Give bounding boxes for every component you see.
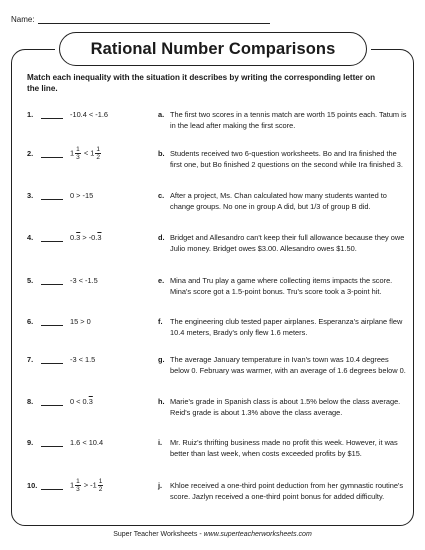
name-row — [11, 14, 270, 24]
scenario-letter: i. — [158, 438, 163, 447]
scenario-letter: d. — [158, 233, 165, 242]
scenario-text: The average January temperature in Ivan's town was 10.4 degrees below 0. February was warmer, with an average of 1.6 degrees below 0. — [170, 355, 406, 375]
answer-blank[interactable] — [41, 241, 63, 242]
answer-blank[interactable] — [41, 446, 63, 447]
answer-blank[interactable] — [41, 199, 63, 200]
fraction: $\frac{1}{3}$ — [76, 478, 80, 493]
page-title: Rational Number Comparisons — [59, 32, 367, 66]
scenario-letter: j. — [158, 481, 163, 490]
scenario-text: Bridget and Allesandro can't keep their full allowance because they owe Julio money. Bridget owes $3.00. Allesandro owes $1.50. — [170, 233, 405, 253]
problem-number: 4. — [27, 233, 34, 242]
scenario-letter: a. — [158, 110, 165, 119]
answer-blank[interactable] — [41, 118, 63, 119]
scenario-text: After a project, Ms. Chan calculated how many students wanted to change groups. No one in group A did, but 1/3 of group B did. — [170, 191, 387, 211]
scenario-text: The first two scores in a tennis match are worth 15 points each. Tatum is in the lead after making the first score. — [170, 110, 407, 130]
problem-number: 3. — [27, 191, 34, 200]
footer — [0, 531, 425, 538]
answer-blank[interactable] — [41, 489, 63, 490]
problem-number: 6. — [27, 317, 34, 326]
scenario-letter: b. — [158, 149, 165, 158]
answer-blank[interactable] — [41, 405, 63, 406]
inequality: 0 < 0.3 — [70, 397, 93, 406]
scenario-text: Students received two 6-question worksheets. Bo and Ira finished the first one, but Bo finished 2 questions on the second while Ira finished 3. — [170, 149, 403, 169]
scenario-text: Mina and Tru play a game where collecting items impacts the score. Mina's score got a 1.5-point bonus. Tru's score took a 3-point hit. — [170, 276, 393, 296]
scenario-text: Khloe received a one-third point deduction from her gymnastic routine's score. Jazlyn received a one-third point bonus for added difficulty. — [170, 481, 404, 501]
problem-number: 8. — [27, 397, 34, 406]
scenario-letter: e. — [158, 276, 165, 285]
instructions: Match each inequality with the situation it describes by writing the corresponding letter on the line. — [27, 73, 376, 93]
fraction: $\frac{1}{2}$ — [96, 146, 100, 161]
answer-blank[interactable] — [41, 157, 63, 158]
inequality: -3 < 1.5 — [70, 355, 96, 364]
problem-number: 9. — [27, 438, 34, 447]
scenario-text: The engineering club tested paper airplanes. Esperanza's airplane flew 10.4 meters, Brady's only flew 1.6 meters. — [170, 317, 403, 337]
inequality: -10.4 < -1.6 — [70, 110, 109, 119]
scenario-letter: c. — [158, 191, 165, 200]
answer-blank[interactable] — [41, 284, 63, 285]
inequality: 1.6 < 10.4 — [70, 438, 104, 447]
inequality: 1 $\frac{1}{3}$ < 1 $\frac{1}{2}$ — [70, 146, 100, 161]
footer-url[interactable]: www.superteacherworksheets.com — [203, 531, 312, 538]
answer-blank[interactable] — [41, 325, 63, 326]
problem-number: 7. — [27, 355, 34, 364]
fraction: $\frac{1}{2}$ — [98, 478, 103, 493]
problem-number: 2. — [27, 149, 34, 158]
problem-number: 10. — [27, 481, 38, 490]
scenario-text: Marie's grade in Spanish class is about 1.5% below the class average. Reid's grade is about 1.3% above the class average. — [170, 397, 401, 417]
scenario-letter: g. — [158, 355, 165, 364]
inequality: 0 > -15 — [70, 191, 94, 200]
inequality: -3 < -1.5 — [70, 276, 98, 285]
footer-brand: Super Teacher Worksheets — [113, 531, 198, 538]
scenario-letter: f. — [158, 317, 163, 326]
footer-separator: - — [197, 531, 204, 538]
inequality: 0.3 > -0.3 — [70, 233, 102, 242]
inequality: 1 $\frac{1}{3}$ > -1 $\frac{1}{2}$ — [70, 478, 103, 493]
name-label: Name: — [11, 15, 35, 24]
answer-blank[interactable] — [41, 363, 63, 364]
inequality: 15 > 0 — [70, 317, 91, 326]
scenario-text: Mr. Ruiz's thrifting business made no profit this week. However, it was better than last week, when costs exceeded profits by $15. — [170, 438, 398, 458]
problem-number: 1. — [27, 110, 34, 119]
name-line[interactable] — [38, 14, 270, 24]
scenario-letter: h. — [158, 397, 165, 406]
problem-number: 5. — [27, 276, 34, 285]
fraction: $\frac{1}{3}$ — [76, 146, 80, 161]
